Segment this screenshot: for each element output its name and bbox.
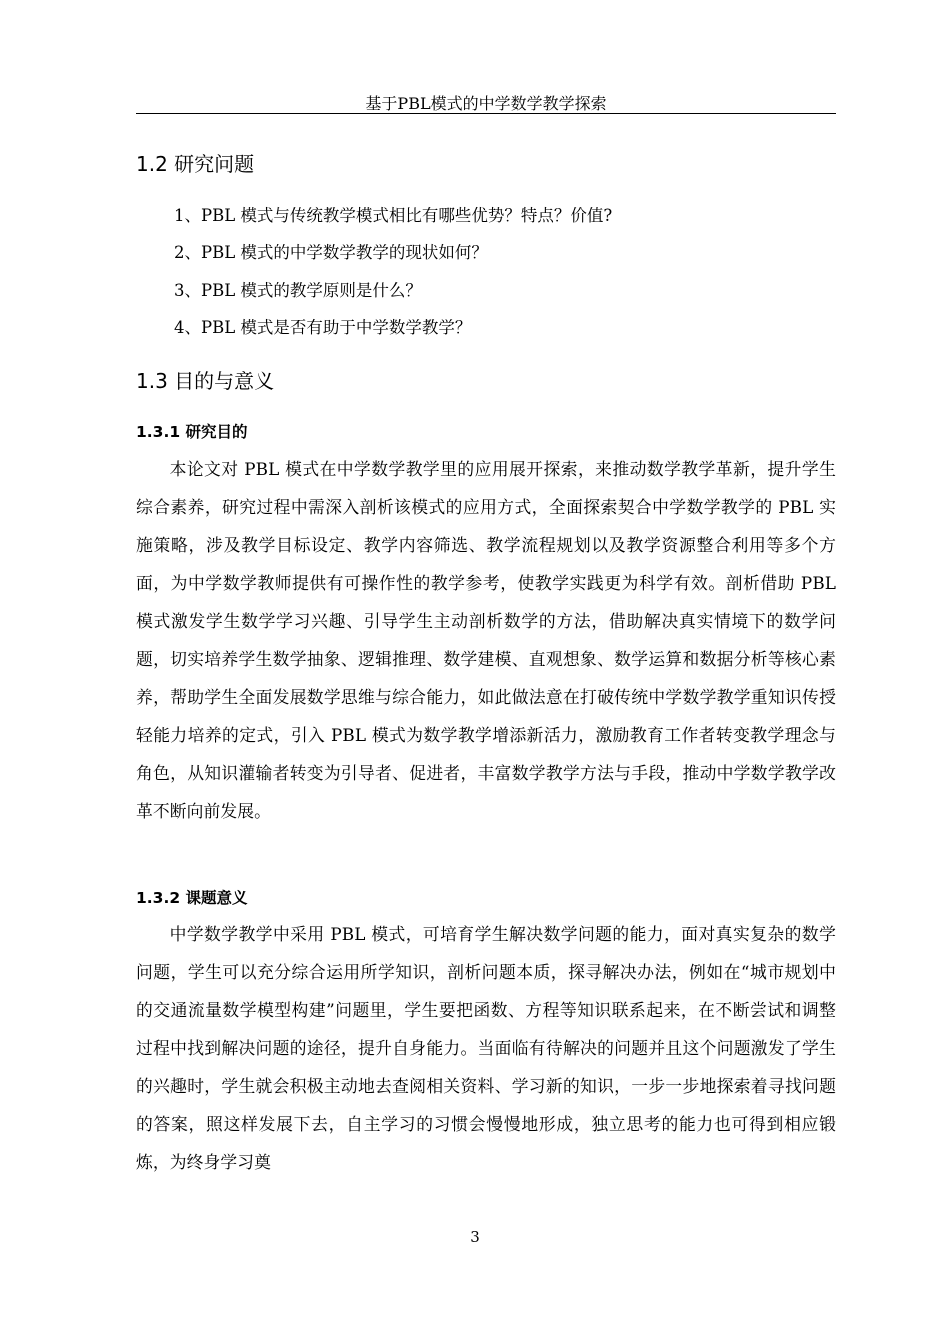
- header-rule: [136, 113, 836, 114]
- research-question-1: 1、PBL 模式与传统教学模式相比有哪些优势？特点？价值?: [174, 206, 613, 225]
- paragraph-topic-significance: 中学数学教学中采用 PBL 模式，可培育学生解决数学问题的能力，面对真实复杂的数学问题，学生可以充分综合运用所学知识，剖析问题本质，探寻解决办法，例如在“城市规划中的交通流量数学模型构建”问题里，学生要把函数、方程等知识联系起来，在不断尝试和调整过程中找到解决问题的途径，提升自身能力。当面临有待解决的问题并且这个问题激发了学生的兴趣时，学生就会积极主动地去查阅相关资料、学习新的知识，一步一步地探索着寻找问题的答案，照这样发展下去，自主学习的习惯会慢慢地形成，独立思考的能力也可得到相应锻炼，为终身学习奠: [136, 924, 836, 1172]
- section-heading-1-3: 1.3 目的与意义: [136, 369, 275, 393]
- page-number: 3: [470, 1228, 480, 1246]
- research-question-3: 3、PBL 模式的教学原则是什么？: [174, 281, 422, 300]
- section-heading-1-2: 1.2 研究问题: [136, 152, 255, 176]
- research-question-2: 2、PBL 模式的中学数学教学的现状如何？: [174, 243, 488, 262]
- running-header: 基于PBL模式的中学数学教学探索: [365, 94, 607, 113]
- subsection-heading-1-3-2: 1.3.2 课题意义: [136, 889, 248, 907]
- research-question-4: 4、PBL 模式是否有助于中学数学教学？: [174, 318, 472, 337]
- subsection-heading-1-3-1: 1.3.1 研究目的: [136, 423, 248, 441]
- paragraph-research-purpose: 本论文对 PBL 模式在中学数学教学里的应用展开探索，来推动数学教学革新，提升学生综合素养，研究过程中需深入剖析该模式的应用方式，全面探索契合中学数学教学的 PBL 实施策略，涉及教学目标设定、教学内容筛选、教学流程规划以及教学资源整合利用等多个方面，为中学数学教师提供有可操作性的教学参考，使教学实践更为科学有效。剖析借助 PBL 模式激发学生数学学习兴趣、引导学生主动剖析数学的方法，借助解决真实情境下的数学问题，切实培养学生数学抽象、逻辑推理、数学建模、直观想象、数学运算和数据分析等核心素养，帮助学生全面发展数学思维与综合能力，如此做法意在打破传统中学数学教学重知识传授轻能力培养的定式，引入 PBL 模式为数学教学增添新活力，激励教育工作者转变教学理念与角色，从知识灌输者转变为引导者、促进者，丰富数学教学方法与手段，推动中学数学教学改革不断向前发展。: [136, 459, 836, 821]
